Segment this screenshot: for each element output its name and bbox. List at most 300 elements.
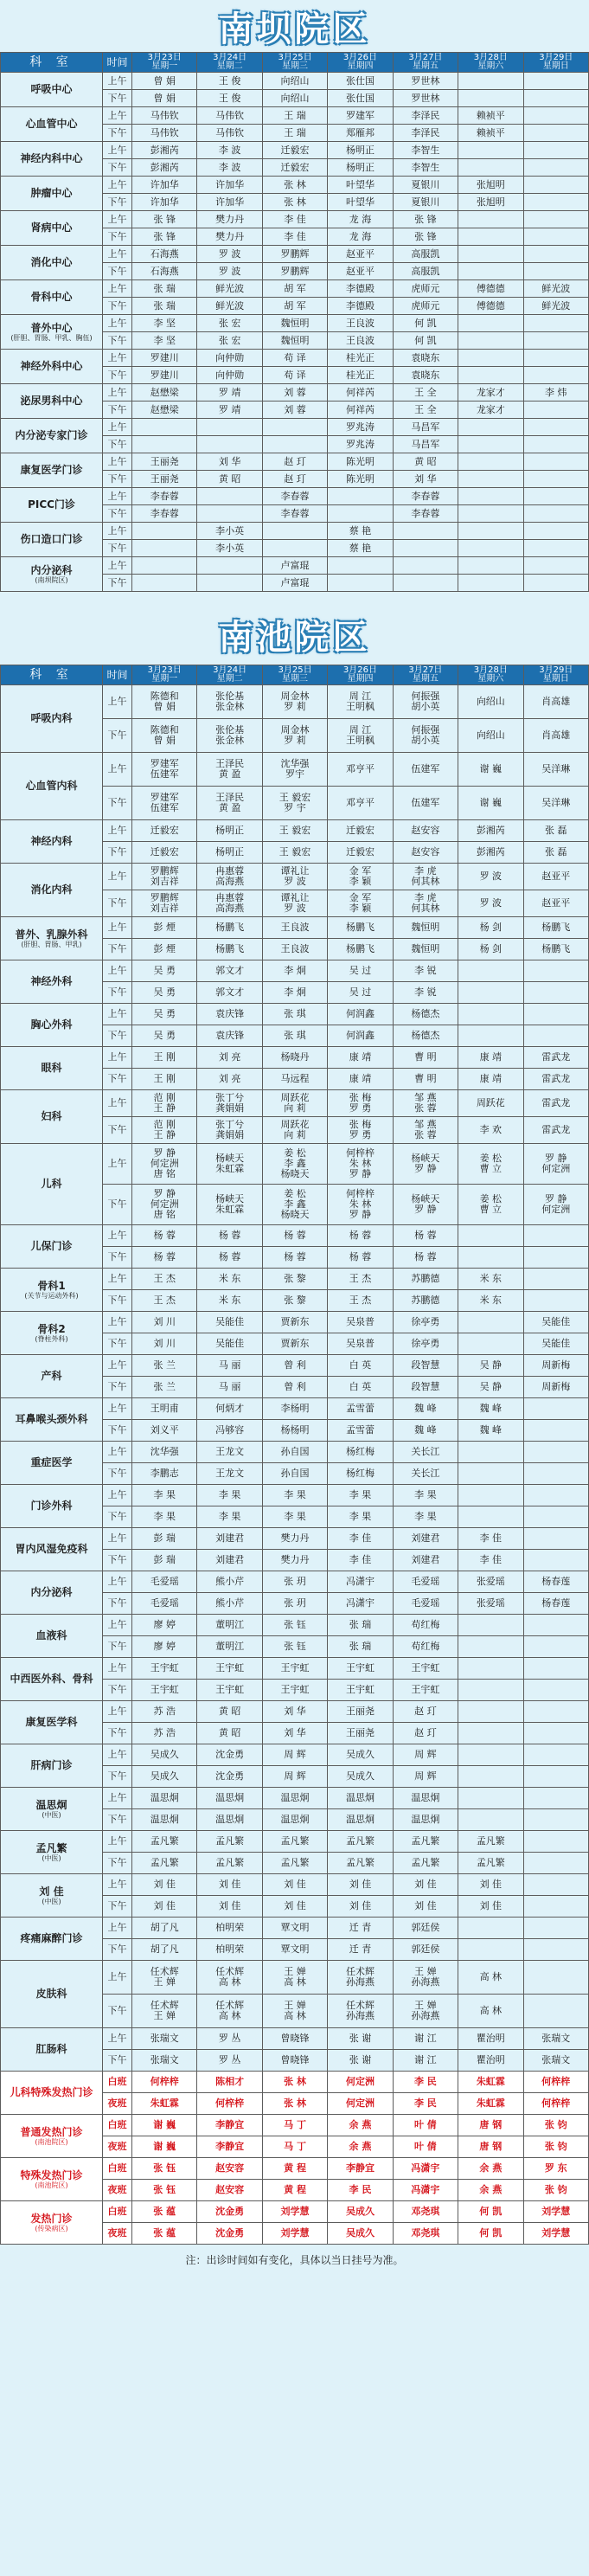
department-name: 肿瘤中心 (30, 187, 73, 199)
doctor-cell: 魏恒明 (393, 917, 458, 939)
doctor-cell (458, 315, 523, 332)
session-cell: 上午 (103, 246, 132, 263)
department-cell (1, 2115, 103, 2158)
department-cell (1, 1090, 103, 1144)
doctor-cell (393, 523, 458, 540)
department-name: 神经外科 (30, 975, 73, 987)
table-row (1, 419, 589, 436)
department-subtitle: (肝胆、胃肠、甲乳、胸伍) (10, 333, 93, 342)
doctor-cell: 魏 峰 (458, 1420, 523, 1442)
doctor-cell (197, 488, 262, 505)
doctor-cell: 魏 峰 (393, 1398, 458, 1420)
doctor-cell: 李春蓉 (262, 488, 327, 505)
department-cell (1, 488, 103, 523)
doctor-cell: 罗 丛 (197, 2028, 262, 2050)
department-cell (1, 142, 103, 177)
doctor-cell: 孟凡繁 (132, 1831, 197, 1853)
doctor-cell: 吴成久 (328, 2223, 393, 2245)
doctor-cell: 柏明荣 (197, 1918, 262, 1939)
doctor-cell: 肖高雄 (523, 685, 588, 719)
doctor-cell (523, 107, 588, 125)
doctor-cell (132, 436, 197, 453)
session-cell: 上午 (103, 488, 132, 505)
date-label: 3月24日 (213, 53, 247, 62)
session-cell: 上午 (103, 864, 132, 890)
session-cell: 上午 (103, 1615, 132, 1636)
doctor-cell: 关长江 (393, 1463, 458, 1485)
department-cell (1, 1744, 103, 1788)
doctor-cell (458, 436, 523, 453)
doctor-cell: 刘 佳 (393, 1896, 458, 1918)
doctor-cell: 王 婵 高 林 (262, 1961, 327, 1995)
doctor-cell (523, 1723, 588, 1744)
session-cell: 上午 (103, 280, 132, 298)
doctor-cell (458, 1225, 523, 1247)
department-cell (1, 1398, 103, 1442)
department-name: 产科 (41, 1370, 62, 1382)
doctor-cell: 伍建军 (393, 787, 458, 820)
doctor-cell: 王龙文 (197, 1463, 262, 1485)
doctor-cell (197, 557, 262, 575)
department-name: 妇科 (41, 1110, 62, 1122)
doctor-cell: 李春蓉 (132, 488, 197, 505)
department-subtitle: (南坝院区) (35, 575, 68, 584)
doctor-cell (523, 1225, 588, 1247)
session-cell: 上午 (103, 1047, 132, 1069)
doctor-cell: 李 虎 何其林 (393, 864, 458, 890)
department-name: 消化中心 (30, 256, 73, 268)
doctor-cell: 王良波 (262, 939, 327, 960)
date-column-header (393, 665, 458, 685)
doctor-cell: 张丁兮 龚娟娟 (197, 1090, 262, 1117)
doctor-cell: 曾 娟 (132, 90, 197, 107)
doctor-cell: 沈金勇 (197, 1766, 262, 1788)
doctor-cell: 郭文才 (197, 960, 262, 982)
session-cell: 下午 (103, 540, 132, 557)
doctor-cell: 康 靖 (458, 1047, 523, 1069)
session-cell: 下午 (103, 125, 132, 142)
doctor-cell: 蔡 艳 (328, 523, 393, 540)
session-cell: 上午 (103, 523, 132, 540)
doctor-cell (458, 1701, 523, 1723)
doctor-cell: 彭湘芮 (132, 142, 197, 159)
department-cell (1, 453, 103, 488)
table-row (1, 864, 589, 890)
footer-note: 注：出诊时间如有变化，具体以当日挂号为准。 (185, 2254, 404, 2266)
doctor-cell (328, 557, 393, 575)
doctor-cell: 迁毅宏 (328, 820, 393, 842)
doctor-cell: 陈相才 (197, 2072, 262, 2093)
doctor-cell: 张爱瑶 (458, 1571, 523, 1593)
department-cell (1, 419, 103, 453)
doctor-cell (523, 1290, 588, 1312)
doctor-cell: 叶 倩 (393, 2115, 458, 2136)
doctor-cell: 温思炯 (328, 1809, 393, 1831)
doctor-cell: 王 毅宏 (262, 820, 327, 842)
doctor-cell: 王良波 (262, 917, 327, 939)
doctor-cell: 虎师元 (393, 298, 458, 315)
doctor-cell: 刘 佳 (393, 1874, 458, 1896)
doctor-cell: 刘学慧 (523, 2201, 588, 2223)
doctor-cell: 刘 佳 (262, 1896, 327, 1918)
session-cell: 下午 (103, 1333, 132, 1355)
doctor-cell (458, 367, 523, 384)
doctor-cell: 马昌军 (393, 419, 458, 436)
department-cell (1, 1442, 103, 1485)
doctor-cell: 王 毅宏 罗 宇 (262, 787, 327, 820)
department-name: 康复医学门诊 (20, 464, 83, 476)
doctor-cell: 王良波 (328, 332, 393, 350)
doctor-cell: 白 英 (328, 1377, 393, 1398)
doctor-cell (458, 1615, 523, 1636)
doctor-cell (523, 1615, 588, 1636)
doctor-cell (262, 523, 327, 540)
doctor-cell: 杨鹏飞 (523, 939, 588, 960)
doctor-cell: 何润鑫 (328, 1004, 393, 1025)
department-name: 普通发热门诊 (20, 2125, 83, 2138)
doctor-cell: 张 钰 (132, 2158, 197, 2180)
doctor-cell: 黄 昭 (393, 453, 458, 471)
department-name: 儿科 (41, 1178, 62, 1190)
doctor-cell: 刘 华 (393, 471, 458, 488)
doctor-cell (458, 540, 523, 557)
doctor-cell: 贾新东 (262, 1312, 327, 1333)
session-cell: 下午 (103, 1463, 132, 1485)
doctor-cell: 罗兆涛 (328, 419, 393, 436)
department-name: 伤口造口门诊 (20, 533, 83, 545)
doctor-cell: 孟凡繁 (328, 1831, 393, 1853)
doctor-cell (523, 557, 588, 575)
session-cell: 上午 (103, 177, 132, 194)
doctor-cell: 冯潇宇 (328, 1593, 393, 1615)
doctor-cell: 温思炯 (262, 1809, 327, 1831)
doctor-cell: 张瑞文 (523, 2028, 588, 2050)
session-cell: 下午 (103, 471, 132, 488)
date-label: 3月27日 (408, 53, 443, 62)
doctor-cell: 谢 巍 (458, 753, 523, 787)
date-label: 3月29日 (539, 53, 573, 62)
department-cell (1, 2072, 103, 2115)
doctor-cell: 温思炯 (132, 1788, 197, 1809)
doctor-cell: 樊力丹 (262, 1550, 327, 1571)
doctor-cell: 杨德杰 (393, 1025, 458, 1047)
doctor-cell: 王 俊 (197, 73, 262, 90)
department-name: 普外中心 (30, 321, 73, 334)
doctor-cell: 刘建君 (393, 1550, 458, 1571)
date-label: 3月27日 (408, 665, 443, 675)
doctor-cell: 王宇虹 (328, 1658, 393, 1680)
doctor-cell: 冯够容 (197, 1420, 262, 1442)
doctor-cell: 邓尧琪 (393, 2201, 458, 2223)
department-cell (1, 960, 103, 1004)
session-cell: 白班 (103, 2072, 132, 2093)
table-row (1, 1047, 589, 1069)
table-row (1, 1961, 589, 1995)
doctor-cell: 郭文才 (197, 982, 262, 1004)
doctor-cell: 覃文明 (262, 1939, 327, 1961)
doctor-cell (523, 1701, 588, 1723)
doctor-cell (197, 419, 262, 436)
department-cell (1, 177, 103, 211)
session-cell: 上午 (103, 960, 132, 982)
doctor-cell: 张 瑞 (328, 1615, 393, 1636)
doctor-cell: 张丁兮 龚娟娟 (197, 1117, 262, 1144)
doctor-cell: 张 钧 (523, 2115, 588, 2136)
doctor-cell: 何炳才 (197, 1398, 262, 1420)
doctor-cell: 杨鹏飞 (197, 917, 262, 939)
doctor-cell: 沈金勇 (197, 2223, 262, 2245)
doctor-cell: 王宇虹 (132, 1658, 197, 1680)
doctor-cell: 李静宜 (197, 2115, 262, 2136)
doctor-cell: 何梓梓 朱 林 罗 静 (328, 1144, 393, 1185)
doctor-cell: 李 坚 (132, 332, 197, 350)
doctor-cell: 张 林 (262, 177, 327, 194)
session-cell: 上午 (103, 384, 132, 401)
doctor-cell: 刘 川 (132, 1312, 197, 1333)
doctor-cell: 罗兆涛 (328, 436, 393, 453)
doctor-cell (523, 1550, 588, 1571)
table-row (1, 2072, 589, 2093)
date-label: 3月29日 (539, 665, 573, 675)
department-cell (1, 1571, 103, 1615)
department-cell (1, 1831, 103, 1874)
doctor-cell: 邓亨平 (328, 753, 393, 787)
doctor-cell: 吴 勇 (132, 1004, 197, 1025)
doctor-cell (458, 505, 523, 523)
table-row (1, 1355, 589, 1377)
doctor-cell: 龙家才 (458, 401, 523, 419)
doctor-cell: 孟凡繁 (262, 1853, 327, 1874)
doctor-cell (458, 1680, 523, 1701)
session-cell: 上午 (103, 1398, 132, 1420)
department-cell (1, 820, 103, 864)
doctor-cell (523, 1788, 588, 1809)
session-cell: 下午 (103, 939, 132, 960)
doctor-cell: 何润鑫 (328, 1025, 393, 1047)
doctor-cell: 吴 静 (458, 1377, 523, 1398)
doctor-cell: 李 佳 (262, 228, 327, 246)
doctor-cell: 李静宜 (197, 2136, 262, 2158)
department-cell (1, 2028, 103, 2072)
session-cell: 下午 (103, 298, 132, 315)
department-cell (1, 1269, 103, 1312)
table-row (1, 488, 589, 505)
department-name: 呼吸中心 (30, 83, 73, 95)
doctor-cell (523, 1874, 588, 1896)
weekday-label: 星期六 (477, 61, 504, 71)
doctor-cell: 杨鹏飞 (328, 917, 393, 939)
doctor-cell (458, 1463, 523, 1485)
doctor-cell: 彭 煙 (132, 939, 197, 960)
doctor-cell: 吴 过 (328, 960, 393, 982)
doctor-cell (458, 1658, 523, 1680)
doctor-cell (523, 1896, 588, 1918)
doctor-cell: 张 钧 (523, 2136, 588, 2158)
session-cell: 下午 (103, 1896, 132, 1918)
department-name: 肛肠科 (35, 2043, 67, 2055)
doctor-cell: 何 凯 (393, 315, 458, 332)
doctor-cell: 瞿治明 (458, 2050, 523, 2072)
doctor-cell: 姜 松 曹 立 (458, 1144, 523, 1185)
doctor-cell (523, 1918, 588, 1939)
doctor-cell (458, 332, 523, 350)
doctor-cell: 孟凡繁 (458, 1831, 523, 1853)
department-subtitle: (传染病区) (35, 2224, 68, 2232)
doctor-cell: 李静宜 (328, 2158, 393, 2180)
doctor-cell: 段智慧 (393, 1377, 458, 1398)
doctor-cell: 董明江 (197, 1615, 262, 1636)
doctor-cell: 向绍山 (458, 719, 523, 753)
department-cell (1, 685, 103, 753)
doctor-cell: 杨 蓉 (262, 1225, 327, 1247)
doctor-cell: 迁毅宏 (262, 159, 327, 177)
doctor-cell: 李小英 (197, 540, 262, 557)
doctor-cell: 杨 蓉 (197, 1225, 262, 1247)
doctor-cell: 王 杰 (328, 1269, 393, 1290)
department-cell (1, 350, 103, 384)
department-name: 儿保门诊 (30, 1240, 73, 1252)
department-name: 呼吸内科 (30, 712, 73, 724)
doctor-cell: 何定洲 (328, 2072, 393, 2093)
session-cell: 下午 (103, 1069, 132, 1090)
doctor-cell (132, 523, 197, 540)
session-cell: 下午 (103, 332, 132, 350)
doctor-cell: 康 靖 (328, 1069, 393, 1090)
doctor-cell: 袁庆锋 (197, 1025, 262, 1047)
weekday-label: 星期一 (151, 674, 178, 684)
date-label: 3月25日 (278, 53, 312, 62)
doctor-cell: 李 炯 (262, 982, 327, 1004)
doctor-cell: 温思炯 (393, 1788, 458, 1809)
session-cell: 上午 (103, 753, 132, 787)
doctor-cell: 张 宏 (197, 332, 262, 350)
doctor-cell: 曹 明 (393, 1047, 458, 1069)
doctor-cell (458, 90, 523, 107)
doctor-cell: 温思炯 (262, 1788, 327, 1809)
department-name: 重症医学 (30, 1456, 73, 1468)
doctor-cell (523, 142, 588, 159)
doctor-cell: 何 凯 (393, 332, 458, 350)
doctor-cell: 邓亨平 (328, 787, 393, 820)
doctor-cell: 许加华 (197, 177, 262, 194)
doctor-cell: 李 佳 (262, 211, 327, 228)
doctor-cell: 蔡 艳 (328, 540, 393, 557)
session-cell: 夜班 (103, 2223, 132, 2245)
doctor-cell: 鲜光波 (197, 298, 262, 315)
session-cell: 下午 (103, 2050, 132, 2072)
doctor-cell: 米 东 (197, 1290, 262, 1312)
department-subtitle: (南池院区) (35, 2137, 68, 2146)
doctor-cell: 王 刚 (132, 1047, 197, 1069)
doctor-cell: 范 刚 王 静 (132, 1117, 197, 1144)
doctor-cell: 赵懋梁 (132, 401, 197, 419)
doctor-cell: 赵安容 (393, 842, 458, 864)
session-cell: 下午 (103, 1853, 132, 1874)
doctor-cell: 刘 佳 (458, 1896, 523, 1918)
doctor-cell: 刘建君 (197, 1550, 262, 1571)
doctor-cell: 迁 青 (328, 1918, 393, 1939)
doctor-cell: 温思炯 (197, 1788, 262, 1809)
doctor-cell: 姜 松 曹 立 (458, 1185, 523, 1225)
doctor-cell: 虎师元 (393, 280, 458, 298)
doctor-cell: 张瑞文 (523, 2050, 588, 2072)
session-cell: 下午 (103, 842, 132, 864)
date-column-header (458, 53, 523, 73)
session-cell: 下午 (103, 263, 132, 280)
session-cell: 上午 (103, 1744, 132, 1766)
department-cell (1, 246, 103, 280)
session-cell: 上午 (103, 1658, 132, 1680)
doctor-cell: 张瑞文 (132, 2050, 197, 2072)
doctor-cell: 叶望华 (328, 177, 393, 194)
doctor-cell: 冯潇宇 (328, 1571, 393, 1593)
session-cell: 上午 (103, 685, 132, 719)
doctor-cell: 王宇虹 (328, 1680, 393, 1701)
doctor-cell: 马伟钦 (132, 107, 197, 125)
doctor-cell (523, 1506, 588, 1528)
doctor-cell: 赵懋梁 (132, 384, 197, 401)
doctor-cell: 雷武龙 (523, 1047, 588, 1069)
doctor-cell: 曹 明 (393, 1069, 458, 1090)
doctor-cell (523, 1442, 588, 1463)
department-name: 温思炯 (35, 1798, 67, 1811)
date-column-header (393, 53, 458, 73)
doctor-cell (458, 142, 523, 159)
doctor-cell: 白 英 (328, 1355, 393, 1377)
doctor-cell: 温思炯 (197, 1809, 262, 1831)
doctor-cell: 吴成久 (132, 1744, 197, 1766)
department-name: 儿科特殊发热门诊 (10, 2086, 93, 2098)
department-cell (1, 1918, 103, 1961)
department-name: 刘 佳 (39, 1885, 64, 1898)
doctor-cell: 王丽尧 (328, 1701, 393, 1723)
doctor-cell: 谢 巍 (132, 2136, 197, 2158)
doctor-cell: 李 佳 (328, 1550, 393, 1571)
doctor-cell: 康 靖 (458, 1069, 523, 1090)
session-cell: 夜班 (103, 2136, 132, 2158)
department-name: 眼科 (41, 1062, 62, 1074)
doctor-cell: 樊力丹 (262, 1528, 327, 1550)
doctor-cell: 周 辉 (262, 1744, 327, 1766)
doctor-cell: 刘学慧 (262, 2223, 327, 2245)
session-cell: 下午 (103, 1593, 132, 1615)
department-name: 康复医学科 (25, 1716, 78, 1728)
doctor-cell: 李 民 (328, 2180, 393, 2201)
doctor-cell: 吴 勇 (132, 1025, 197, 1047)
doctor-cell: 刘 佳 (197, 1874, 262, 1896)
doctor-cell: 王 毅宏 (262, 842, 327, 864)
department-name: 普外、乳腺外科 (15, 928, 88, 941)
doctor-cell: 李智生 (393, 159, 458, 177)
doctor-cell: 任术辉 高 林 (197, 1995, 262, 2028)
doctor-cell: 张伦基 张金林 (197, 719, 262, 753)
doctor-cell (523, 1398, 588, 1420)
doctor-cell: 黄 昭 (197, 1701, 262, 1723)
session-cell: 下午 (103, 90, 132, 107)
doctor-cell: 魏恒明 (262, 332, 327, 350)
doctor-cell (523, 228, 588, 246)
doctor-cell: 王 杰 (132, 1290, 197, 1312)
table-row (1, 1831, 589, 1853)
session-cell: 下午 (103, 1506, 132, 1528)
doctor-cell: 余 燕 (328, 2115, 393, 2136)
department-cell (1, 2158, 103, 2201)
doctor-cell: 柏明荣 (197, 1939, 262, 1961)
doctor-cell: 魏 峰 (393, 1420, 458, 1442)
doctor-cell: 赵 玎 (393, 1701, 458, 1723)
doctor-cell: 郑雁邦 (328, 125, 393, 142)
doctor-cell (458, 575, 523, 592)
